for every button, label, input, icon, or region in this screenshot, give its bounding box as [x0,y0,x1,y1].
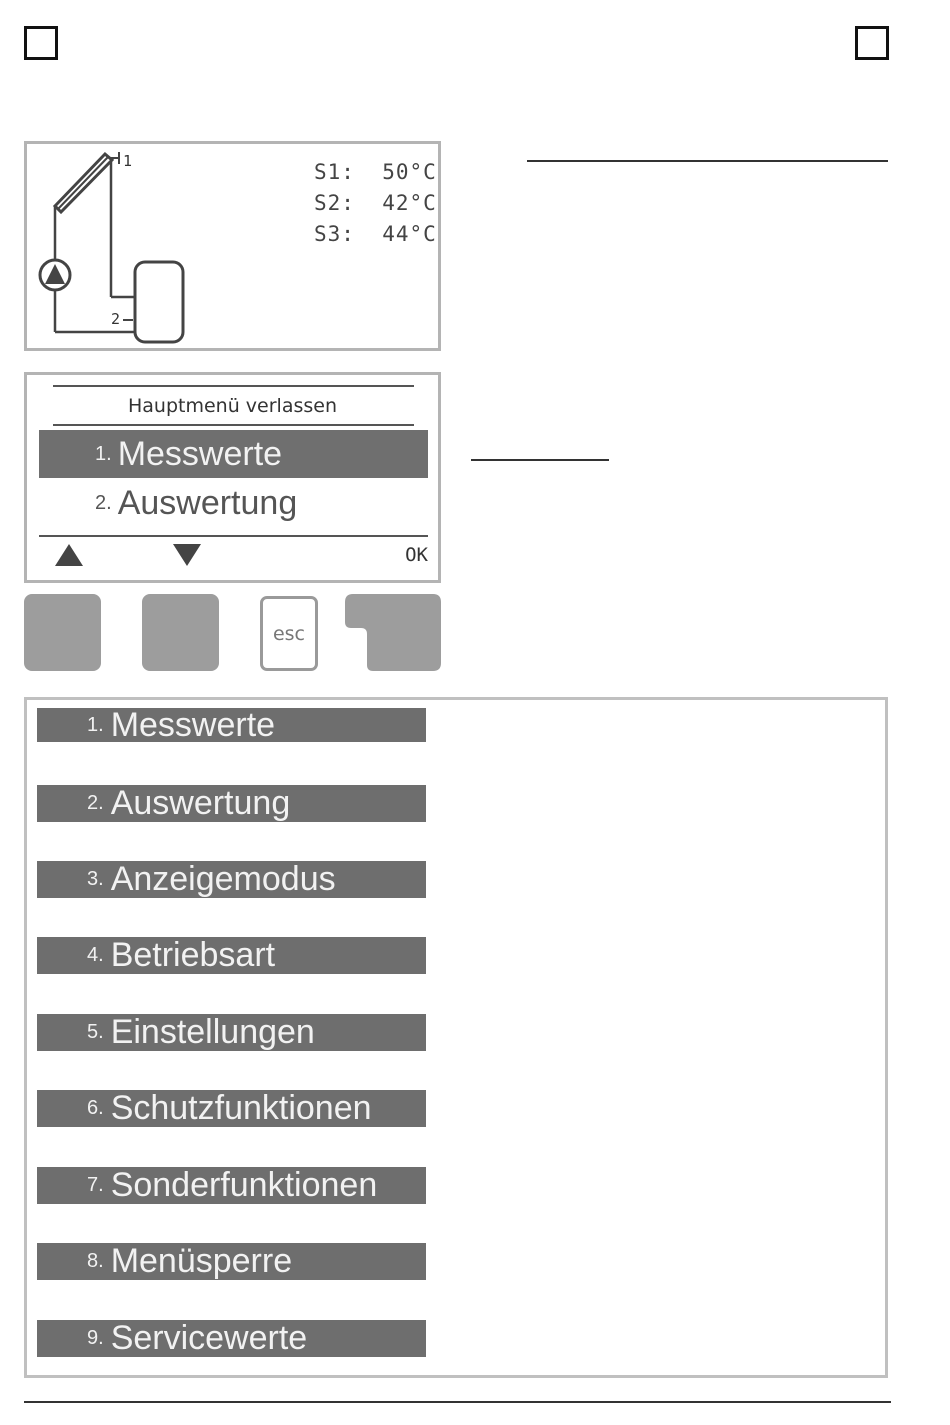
down-triangle-icon [173,544,201,566]
ok-button[interactable] [345,594,441,671]
down-button[interactable] [142,594,219,671]
sensor-row-2: S2: 42°C [314,191,437,215]
overview-item-menuesperre[interactable]: 8. Menüsperre [37,1243,426,1280]
divider [53,385,414,387]
menu-item-auswertung[interactable]: 2. Auswertung [95,483,298,522]
divider [39,535,428,537]
overview-item-anzeigemodus[interactable]: 3. Anzeigemodus [37,861,426,898]
overview-item-auswertung[interactable]: 2. Auswertung [37,785,426,822]
sensor-1-label: 1 [123,152,133,170]
status-display [24,141,441,351]
divider [53,424,414,426]
overview-item-schutzfunktionen[interactable]: 6. Schutzfunktionen [37,1090,426,1127]
softkey-bar [41,540,428,572]
up-triangle-icon [55,544,83,566]
pump-icon [40,260,70,290]
sensor-row-1: S1: 50°C [314,160,437,184]
overview-item-einstellungen[interactable]: 5. Einstellungen [37,1014,426,1051]
overview-item-servicewerte[interactable]: 9. Servicewerte [37,1320,426,1357]
esc-button[interactable] [260,596,318,671]
page-footer-rule [24,1401,891,1403]
sensor-2-label: 2 [111,310,121,328]
menu-display [24,372,441,583]
main-menu-overview [24,697,888,1378]
overview-item-betriebsart[interactable]: 4. Betriebsart [37,937,426,974]
sensor-row-3: S3: 44°C [314,222,437,246]
menu-title[interactable]: Hauptmenü verlassen [128,395,337,417]
overview-item-sonderfunktionen[interactable]: 7. Sonderfunktionen [37,1167,426,1204]
menu-item-messwerte[interactable]: 1. Messwerte [39,430,428,478]
esc-label: esc [272,622,306,645]
solar-system-diagram [27,144,227,348]
heading-underline [527,160,888,162]
ok-label: OK [405,544,428,566]
collector-icon [55,152,119,212]
overview-item-messwerte[interactable]: 1. Messwerte [37,708,426,742]
storage-tank-icon [135,262,183,342]
up-button[interactable] [24,594,101,671]
sensor-readings [314,157,437,250]
reference-underline [471,459,609,461]
corner-checkbox-right [855,26,889,60]
corner-checkbox-left [24,26,58,60]
